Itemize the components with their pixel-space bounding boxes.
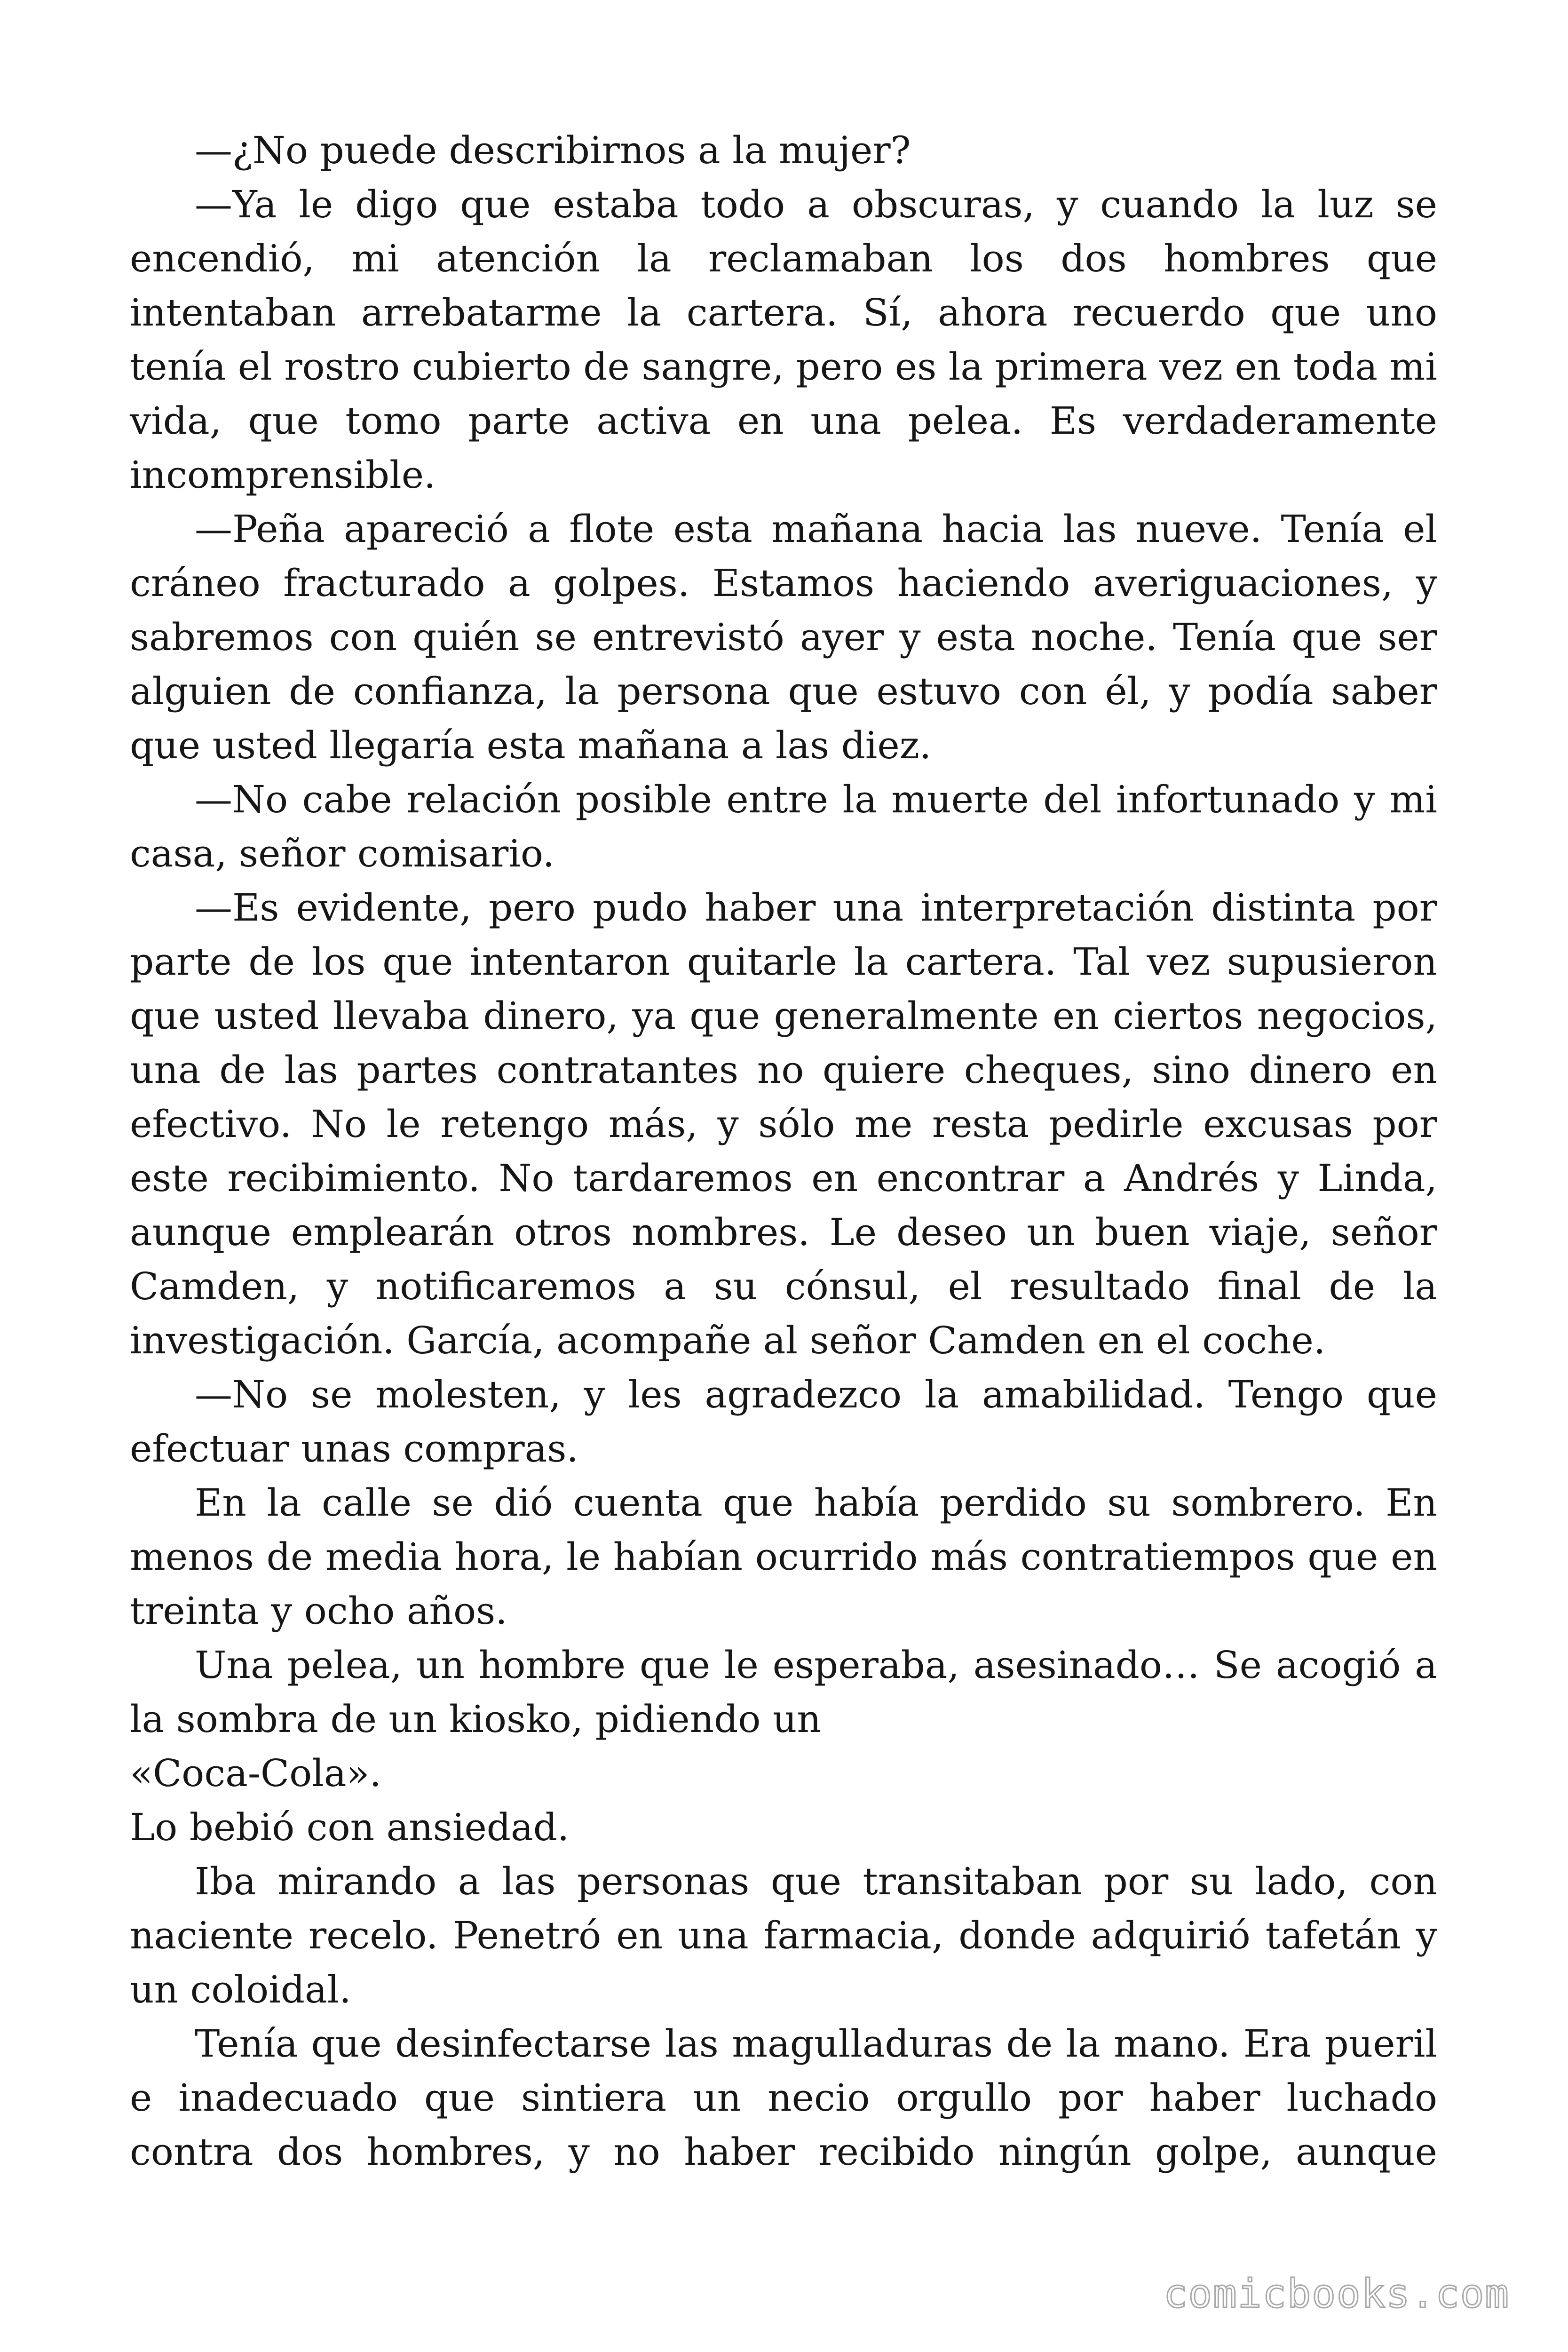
paragraph: —Ya le digo que estaba todo a obscuras, y cuando la luz se encendió, mi atención la reclamaban los dos hombres que intentaban arrebatarme la cartera. Sí, ahora recuerdo que uno tenía el rostro cubierto de sangre, pero es la primera vez en toda mi vida, que tomo parte activa en una pelea. Es verdaderamente incomprensible. — [130, 183, 1437, 497]
paragraph: —Es evidente, pero pudo haber una interpretación distinta por parte de los que intentaron quitarle la cartera. Tal vez supusieron que usted llevaba dinero, ya que generalmente en ciertos negocios, una de las partes contratantes no quiere cheques, sino dinero en efectivo. No le retengo más, y sólo me resta pedirle excusas por este recibimiento. No tardaremos en encontrar a Andrés y Linda, aunque emplearán otros nombres. Le deseo un buen viaje, señor Camden, y notificaremos a su cónsul, el resultado final de la investigación. García, acompañe al señor Camden en el coche. — [130, 886, 1437, 1362]
paragraph: —Peña apareció a flote esta mañana hacia las nueve. Tenía el cráneo fracturado a golpes. Estamos haciendo averiguaciones, y sabremos con quién se entrevistó ayer y esta noche. Tenía que ser alguien de confianza, la persona que estuvo con él, y podía saber que usted llegaría esta mañana a las diez. — [130, 507, 1437, 767]
book-page-text — [130, 123, 1437, 2179]
paragraph: En la calle se dió cuenta que había perdido su sombrero. En menos de media hora, le habían ocurrido más contratiempos que en treinta y ocho años. — [130, 1481, 1437, 1633]
paragraph: Tenía que desinfectarse las magulladuras de la mano. Era pueril e inadecuado que sintiera un necio orgullo por haber luchado contra dos hombres, y no haber recibido ningún golpe, aunque — [130, 2022, 1437, 2174]
paragraph: —¿No puede describirnos a la mujer? — [195, 128, 911, 172]
watermark: comicbooks.com — [1163, 2271, 1510, 2317]
paragraph: Iba mirando a las personas que transitaban por su lado, con naciente recelo. Penetró en una farmacia, donde adquirió tafetán y un coloidal. — [130, 1859, 1437, 2011]
paragraph: Una pelea, un hombre que le esperaba, asesinado… Se acogió a la sombra de un kiosko, pidiendo un — [130, 1643, 1437, 1741]
paragraph: —No cabe relación posible entre la muerte del infortunado y mi casa, señor comisario. — [130, 778, 1437, 875]
paragraph: Lo bebió con ansiedad. — [130, 1805, 570, 1849]
paragraph: «Coca-Cola». — [130, 1751, 381, 1795]
paragraph: —No se molesten, y les agradezco la amabilidad. Tengo que efectuar unas compras. — [130, 1373, 1437, 1470]
